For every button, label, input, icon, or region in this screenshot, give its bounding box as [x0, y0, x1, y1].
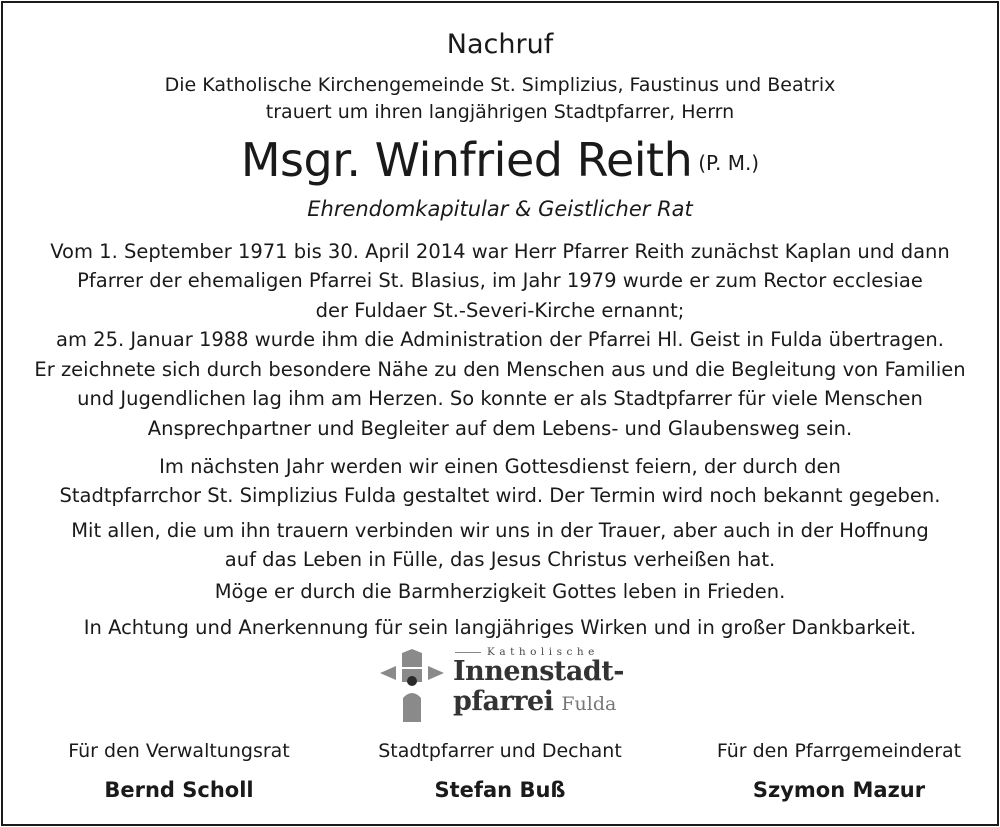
signature-name: Szymon Mazur — [752, 778, 926, 802]
text-line: Vom 1. September 1971 bis 30. April 2014 war Herr Pfarrer Reith zunächst Kaplan und dann — [50, 240, 950, 263]
paragraph-biography — [0, 237, 1000, 355]
logo-line2 — [453, 686, 616, 717]
logo-city: Fulda — [561, 693, 617, 715]
logo-line2-text: pfarrei — [453, 686, 554, 717]
paragraph-gratitude — [0, 613, 1000, 642]
text-line: und Jugendlichen lag ihm am Herzen. So konnte er als Stadtpfarrer für viele Menschen — [77, 387, 923, 411]
logo-line1: Innenstadt- — [453, 656, 624, 687]
deceased-name-block — [0, 130, 1000, 193]
paragraph-mourning — [0, 516, 1000, 575]
signature-name: Bernd Scholl — [104, 778, 254, 802]
intro-text — [0, 72, 1000, 126]
paragraph-service — [0, 452, 1000, 511]
text-line: Möge er durch die Barmherzigkeit Gottes leben in Frieden. — [214, 580, 786, 603]
signature-role: Für den Verwaltungsrat — [68, 740, 290, 762]
signature-name: Stefan Buß — [434, 778, 566, 802]
text-line: auf das Leben in Fülle, das Jesus Christus verheißen hat. — [224, 548, 776, 572]
text-line: Ansprechpartner und Begleiter auf dem Lebens- und Glaubensweg sein. — [147, 416, 853, 440]
logo-small-text: Katholische — [455, 646, 599, 658]
intro-line: trauert um ihren langjährigen Stadtpfarrer, Herrn — [265, 101, 735, 123]
paragraph-tribute — [0, 355, 1000, 443]
text-line: Stadtpfarrchor St. Simplizius Fulda gestaltet wird. Der Termin wird noch bekannt gegeben. — [59, 484, 941, 508]
text-line: In Achtung und Anerkennung für sein langjähriges Wirken und in großer Dankbarkeit. — [83, 616, 917, 639]
deceased-name: Msgr. Winfried Reith — [240, 133, 693, 187]
paragraph-blessing — [0, 577, 1000, 606]
text-line: Mit allen, die um ihn trauern verbinden wir uns in der Trauer, aber auch in der Hoffnung — [71, 519, 929, 542]
signature-role: Stadtpfarrer und Dechant — [378, 740, 622, 762]
name-suffix: (P. M.) — [698, 151, 760, 175]
honorific-title: Ehrendomkapitular & Geistlicher Rat — [307, 197, 693, 221]
intro-line: Die Katholische Kirchengemeinde St. Simplizius, Faustinus und Beatrix — [164, 74, 836, 96]
text-line: am 25. Januar 1988 wurde ihm die Administration der Pfarrei Hl. Geist in Fulda übertragen. — [56, 328, 944, 352]
text-line: der Fuldaer St.-Severi-Kirche ernannt; — [315, 298, 685, 322]
text-line: Er zeichnete sich durch besondere Nähe zu den Menschen aus und die Begleitung von Familien — [34, 358, 966, 381]
signature-role: Für den Pfarrgemeinderat — [716, 740, 962, 762]
obituary-title: Nachruf — [446, 29, 554, 60]
text-line: Im nächsten Jahr werden wir einen Gottesdienst feiern, der durch den — [159, 455, 841, 478]
text-line: Pfarrer der ehemaligen Pfarrei St. Blasius, im Jahr 1979 wurde er zum Rector ecclesiae — [77, 269, 923, 293]
